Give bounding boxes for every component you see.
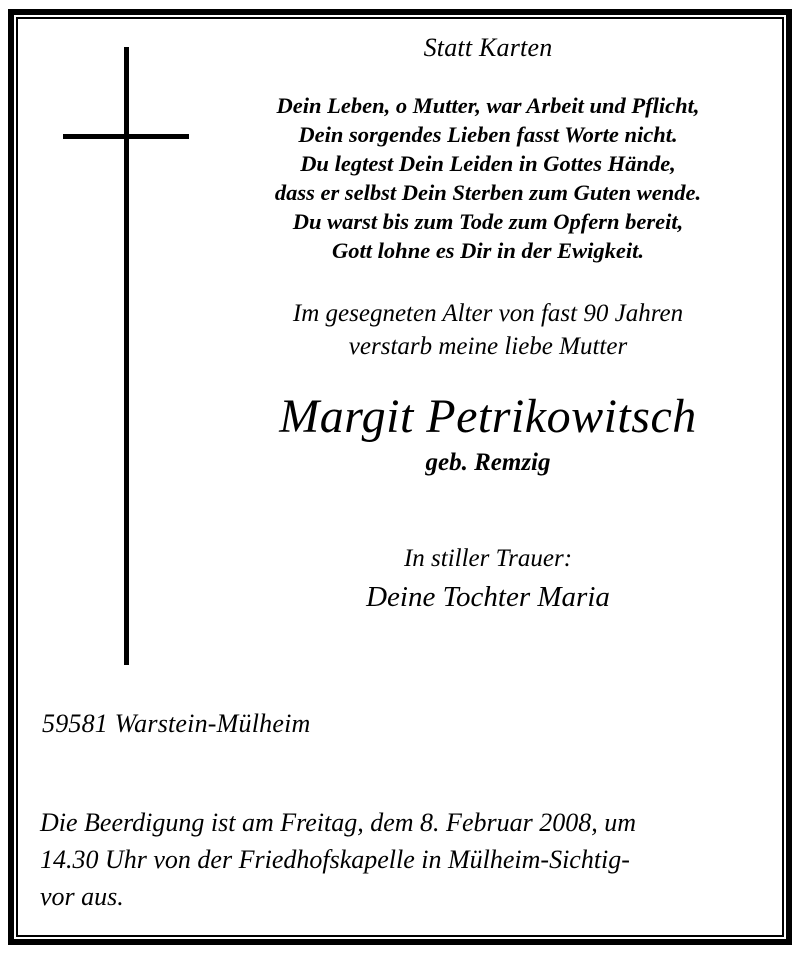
poem-line: Dein Leben, o Mutter, war Arbeit und Pflicht, [276, 93, 700, 118]
mourning-person: Deine Tochter Maria [366, 581, 610, 613]
introduction-line: verstarb meine liebe Mutter [348, 333, 628, 360]
poem-line: Gott lohne es Dir in der Ewigkeit. [332, 238, 644, 263]
notice-content [18, 19, 782, 935]
mourning-label: In stiller Trauer: [403, 545, 573, 572]
funeral-line: vor aus. [40, 882, 124, 911]
poem-line: Du warst bis zum Tode zum Opfern bereit, [292, 209, 684, 234]
notice-heading: Statt Karten [423, 33, 553, 62]
introduction [208, 297, 768, 363]
poem-line: Du legtest Dein Leiden in Gottes Hände, [300, 151, 676, 176]
poem-line: Dein sorgendes Lieben fasst Worte nicht. [298, 122, 678, 147]
poem [208, 91, 768, 265]
poem-line: dass er selbst Dein Sterben zum Guten wende. [274, 180, 702, 205]
cross-horizontal-bar [63, 134, 189, 139]
funeral-details [40, 804, 760, 915]
cross-vertical-bar [124, 47, 129, 665]
deceased-name: Margit Petrikowitsch [279, 390, 697, 443]
funeral-line: 14.30 Uhr von der Friedhofskapelle in Mülheim-Sichtig- [40, 845, 630, 874]
deceased-maiden-name: geb. Remzig [425, 449, 551, 476]
address: 59581 Warstein-Mülheim [42, 709, 311, 738]
funeral-line: Die Beerdigung ist am Freitag, dem 8. Februar 2008, um [40, 808, 636, 837]
notice-text-column [208, 33, 768, 614]
cross-icon [38, 29, 198, 669]
introduction-line: Im gesegneten Alter von fast 90 Jahren [292, 300, 684, 327]
